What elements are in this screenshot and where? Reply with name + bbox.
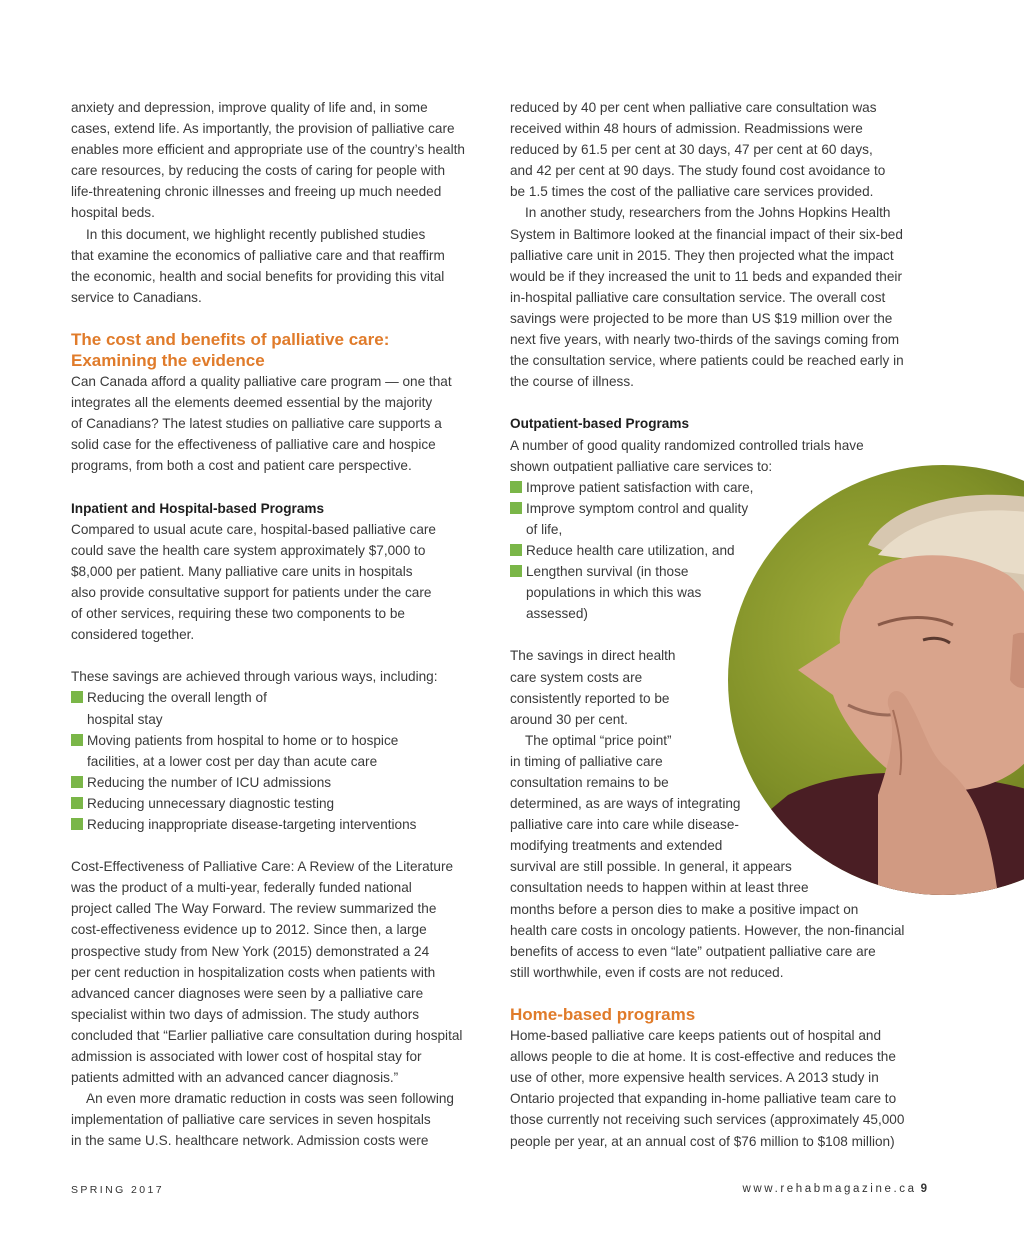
paragraph: A number of good quality randomized controlled trials have shown outpatient palliative care services to: [510,437,864,474]
square-bullet-icon [71,734,83,746]
website-url: www.rehabmagazine.ca [742,1183,917,1195]
paragraph: reduced by 40 per cent when palliative care consultation was received within 48 hours of admission. Readmissions were reduced by 61.5 per cent at 30 days, 47 per cent at 60 days, and 42 per cent at 90 days. The study found cost avoidance to be 1.5 times the cost of the palliative care services provided. [510,100,886,200]
paragraph: Cost-Effectiveness of Palliative Care: A Review of the Literature was the product of a multi-year, federally funded national project called The Way Forward. The review summarized the cost-effectiveness evidence up to 2012. Since then, a large prospective study from New York (2015) demonstrated a 24 per cent reduction in hospitalization costs when patients with advanced cancer diagnoses were seen by a palliative care specialist within two days of admission. The study authors concluded that “Earlier palliative care consultation during hospital admission is associated with lower cost of hospital stay for patients admitted with an advanced cancer diagnosis.” [71,859,463,1086]
paragraph: In another study, researchers from the Johns Hopkins Health System in Baltimore looked at the financial impact of their six-bed palliative care unit in 2015. They then projected what the impact would be if they increased the unit to 11 beds and expanded their in-hospital palliative care consultation service. The overall cost savings were projected to be more than US $19 million over the next five years, with nearly two-thirds of the savings coming from the consultation service, where patients could be reached early in the course of illness. [510,205,904,390]
list-item: Reducing inappropriate disease-targeting interventions [71,814,491,835]
list-item: Moving patients from hospital to home or to hospice [71,730,491,751]
paragraph: In this document, we highlight recently published studies that examine the economics of palliative care and that reaffirm the economic, health and social benefits for providing this vital service to Canadians. [71,226,445,305]
square-bullet-icon [510,481,522,493]
list-item: Reducing the number of ICU admissions [71,772,491,793]
paragraph: Can Canada afford a quality palliative care program — one that integrates all the elements deemed essential by the majority of Canadians? The latest studies on palliative care supports a solid case for the effectiveness of palliative care and hospice programs, from both a cost and patient care perspective. [71,374,452,474]
paragraph: The optimal “price point” in timing of palliative care consultation remains to be determined, as are ways of integrating palliative care into care while disease- modifying treatments and extended survival are still possible. In general, it appears consultation needs to happen within at least three months before a person dies to make a positive impact on health care costs in oncology patients. However, the non-financial benefits of access to even “late” outpatient palliative care are still worthwhile, even if costs are not reduced. [510,732,905,980]
square-bullet-icon [510,544,522,556]
bullet-list: Reducing the overall length of hospital stay Moving patients from hospital to home or to hospice facilities, at a lower cost per day than acute care Reducing the number of ICU admissions Reducing unnecessary diagnostic testing Reducing inappropriate disease-targeting interventions [71,687,491,835]
square-bullet-icon [510,502,522,514]
list-item: Reduce health care utilization, and [510,540,930,561]
page-number: 9 [920,1183,927,1195]
left-column [71,97,491,1152]
square-bullet-icon [71,691,83,703]
footer-issue: SPRING 2017 [71,1184,164,1196]
subheading: Outpatient-based Programs [510,416,690,432]
paragraph: Home-based palliative care keeps patients out of hospital and allows people to die at home. It is cost-effective and reduces the use of other, more expensive health services. A 2013 study in Ontario projected that expanding in-home palliative team care to those currently not receiving such services (approximately 45,000 people per year, at an annual cost of $76 million to $108 million) [510,1028,905,1149]
paragraph: Compared to usual acute care, hospital-based palliative care could save the health care system approximately $7,000 to $8,000 per patient. Many palliative care units in hospitals also provide consultative support for patients under the care of other services, requiring these two components to be considered together. [71,521,436,643]
paragraph: The savings in direct health care system costs are consistently reported to be around 30 per cent. [510,648,676,727]
list-item: Lengthen survival (in those [510,561,930,582]
right-column [510,97,930,1152]
section-heading: Home-based programs [510,1005,696,1025]
section-heading: The cost and benefits of palliative care: Examining the evidence [71,330,390,371]
list-item: Reducing unnecessary diagnostic testing [71,793,491,814]
list-item: Improve symptom control and quality [510,498,930,519]
bullet-list: Improve patient satisfaction with care, Improve symptom control and quality of life, Reduce health care utilization, and Lengthen survival (in those populations in which this was assessed) [510,477,930,625]
footer-website [743,1183,928,1195]
square-bullet-icon [71,776,83,788]
square-bullet-icon [71,797,83,809]
list-item: Reducing the overall length of [71,687,491,708]
subheading: Inpatient and Hospital-based Programs [71,500,325,516]
list-item: Improve patient satisfaction with care, [510,477,930,498]
square-bullet-icon [510,565,522,577]
paragraph: anxiety and depression, improve quality of life and, in some cases, extend life. As importantly, the provision of palliative care enables more efficient and appropriate use of the country’s health care resources, by reducing the costs of caring for people with life-threatening chronic illnesses and freeing up much needed hospital beds. [71,100,465,221]
square-bullet-icon [71,818,83,830]
paragraph: An even more dramatic reduction in costs was seen following implementation of palliative care services in seven hospitals in the same U.S. healthcare network. Admission costs were [71,1091,454,1149]
paragraph: These savings are achieved through various ways, including: [71,669,438,685]
